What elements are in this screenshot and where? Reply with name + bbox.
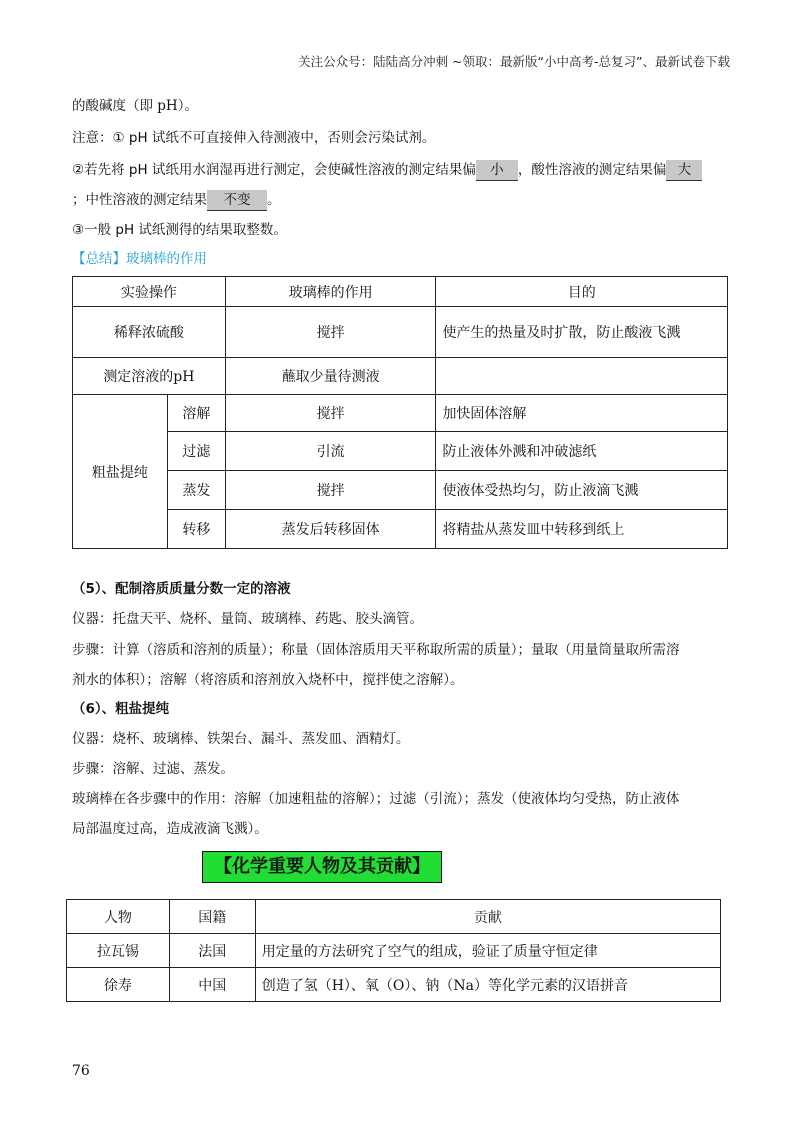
table-header-row [67,900,721,934]
table-cell: 溶解 [167,395,225,432]
note-1: 注意：① pH 试纸不可直接伸入待测液中，否则会污染试剂。 [72,130,436,146]
section-6-title: （6）、粗盐提纯 [72,701,170,717]
section-6-steps: 步骤：溶解、过滤、蒸发。 [72,761,234,777]
section-5-steps-1: 步骤：计算（溶质和溶剂的质量）；称量（固体溶质用天平称取所需的质量）；量取（用量筒量取所需溶 [72,642,680,658]
section-5-title: （5）、配制溶质质量分数一定的溶液 [72,581,291,597]
table-row [67,968,721,1002]
table-row [73,432,728,471]
table-cell: 加快固体溶解 [436,395,728,432]
table-cell: 搅拌 [225,471,436,510]
table-cell: 拉瓦锡 [67,934,170,968]
table-row [73,510,728,549]
glass-rod-table [72,276,728,549]
summary-title: 【总结】玻璃棒的作用 [72,251,207,267]
people-table [66,899,721,1002]
table-cell: 用定量的方法研究了空气的组成，验证了质量守恒定律 [255,934,720,968]
page-number: 76 [72,1063,90,1079]
table-header-cell: 人物 [67,900,170,934]
table-row [73,471,728,510]
table-cell: 将精盐从蒸发皿中转移到纸上 [436,510,728,549]
table-cell: 使产生的热量及时扩散，防止酸液飞溅 [436,307,728,358]
table-cell: 蘸取少量待测液 [225,358,436,395]
note-2-part1: ②若先将 pH 试纸用水润湿再进行测定，会使碱性溶液的测定结果偏 [72,162,476,178]
table-cell: 创造了氢（H）、氧（O）、钠（Na）等化学元素的汉语拼音 [255,968,720,1002]
note-2 [72,160,702,181]
table-cell: 搅拌 [225,307,436,358]
section-6-instruments: 仪器：烧杯、玻璃棒、铁架台、漏斗、蒸发皿、酒精灯。 [72,731,410,747]
table-header-cell: 贡献 [255,900,720,934]
answer-blank-unchanged: 不变 [207,190,267,211]
table-row [73,358,728,395]
table-row [73,395,728,432]
section-6-rod-1: 玻璃棒在各步骤中的作用：溶解（加速粗盐的溶解）；过滤（引流）；蒸发（使液体均匀受热，防止液体 [72,791,680,807]
table-header-cell: 玻璃棒的作用 [225,277,436,307]
people-banner: 【化学重要人物及其贡献】 [202,851,442,883]
table-header-cell: 国籍 [169,900,255,934]
table-cell: 中国 [169,968,255,1002]
table-cell: 稀释浓硫酸 [73,307,226,358]
table-cell: 搅拌 [225,395,436,432]
table-header-cell: 目的 [436,277,728,307]
table-cell: 使液体受热均匀，防止液滴飞溅 [436,471,728,510]
answer-blank-large: 大 [666,160,702,181]
table-cell: 蒸发 [167,471,225,510]
note-2b-part1: ；中性溶液的测定结果 [72,192,207,208]
table-cell [436,358,728,395]
table-cell: 过滤 [167,432,225,471]
intro-line: 的酸碱度（即 pH）。 [72,98,198,114]
table-row [67,934,721,968]
table-cell: 法国 [169,934,255,968]
table-group-cell: 粗盐提纯 [73,395,168,549]
answer-blank-small: 小 [476,160,518,181]
table-cell: 蒸发后转移固体 [225,510,436,549]
note-2b [72,190,281,211]
table-cell: 引流 [225,432,436,471]
note-2b-part2: 。 [267,192,281,208]
table-row [73,307,728,358]
section-5-instruments: 仪器：托盘天平、烧杯、量筒、玻璃棒、药匙、胶头滴管。 [72,611,423,627]
note-3: ③一般 pH 试纸测得的结果取整数。 [72,222,287,238]
table-cell: 转移 [167,510,225,549]
table-cell: 防止液体外溅和冲破滤纸 [436,432,728,471]
section-5-steps-2: 剂水的体积）；溶解（将溶质和溶剂放入烧杯中，搅拌使之溶解）。 [72,672,464,688]
section-6-rod-2: 局部温度过高，造成液滴飞溅）。 [72,821,268,837]
table-header-row [73,277,728,307]
note-2-part2: ，酸性溶液的测定结果偏 [517,162,667,178]
table-header-cell: 实验操作 [73,277,226,307]
page-header: 关注公众号：陆陆高分冲刺 ~领取：最新版“小中高考-总复习”、最新试卷下载 [298,54,730,69]
table-cell: 徐寿 [67,968,170,1002]
table-cell: 测定溶液的pH [73,358,226,395]
